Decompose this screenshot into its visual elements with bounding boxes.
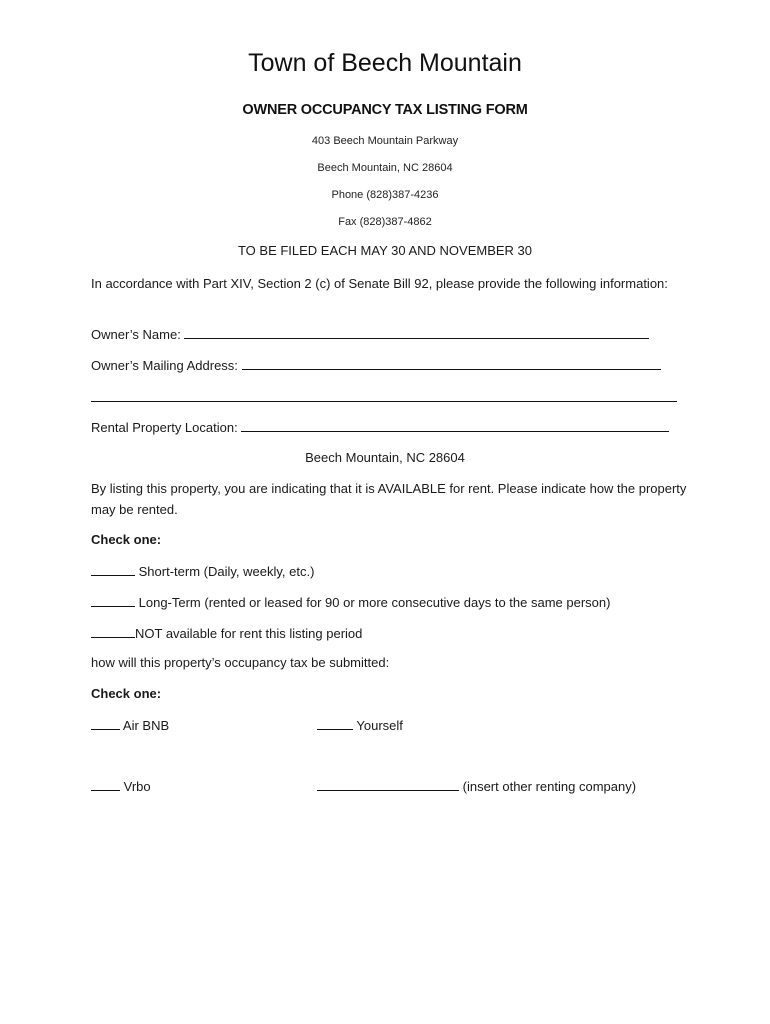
intro-paragraph: In accordance with Part XIV, Section 2 (c) of Senate Bill 92, please provide the following information: [91, 276, 668, 291]
airbnb-label: Air BNB [122, 718, 170, 733]
option-not-available [91, 625, 362, 641]
mailing-address-row [91, 357, 661, 373]
rental-location-city: Beech Mountain, NC 28604 [305, 450, 465, 465]
yourself-checkbox[interactable] [317, 717, 353, 730]
yourself-label: Yourself [356, 718, 403, 733]
mailing-address-field-line-2[interactable] [91, 389, 677, 402]
rental-location-row [91, 419, 669, 435]
availability-check-label: Check one: [91, 532, 162, 547]
airbnb-checkbox[interactable] [91, 717, 120, 730]
fax-number: Fax (828)387-4862 [338, 216, 432, 228]
owner-name-row [91, 326, 649, 342]
option-airbnb [91, 717, 169, 733]
vrbo-checkbox[interactable] [91, 778, 120, 791]
rental-location-field[interactable] [241, 419, 669, 432]
short-term-label: Short-term (Daily, weekly, etc.) [138, 564, 315, 579]
long-term-label: Long-Term (rented or leased for 90 or more consecutive days to the same person) [138, 595, 611, 610]
address-line-2: Beech Mountain, NC 28604 [317, 162, 453, 174]
option-long-term [91, 594, 610, 610]
other-company-field[interactable] [317, 778, 459, 791]
form-name: OWNER OCCUPANCY TAX LISTING FORM [242, 102, 528, 118]
page-title: Town of Beech Mountain [248, 49, 522, 77]
not-available-checkbox[interactable] [91, 625, 135, 638]
option-short-term [91, 563, 314, 579]
phone-number: Phone (828)387-4236 [331, 189, 439, 201]
short-term-checkbox[interactable] [91, 563, 135, 576]
rental-location-label: Rental Property Location: [91, 420, 238, 435]
address-line-1: 403 Beech Mountain Parkway [311, 135, 459, 147]
owner-name-field[interactable] [184, 326, 649, 339]
tax-check-label: Check one: [91, 686, 162, 701]
other-company-label: (insert other renting company) [462, 779, 637, 794]
option-other-company [317, 778, 636, 794]
mailing-address-label: Owner’s Mailing Address: [91, 358, 238, 373]
vrbo-label: Vrbo [123, 779, 151, 794]
long-term-checkbox[interactable] [91, 594, 135, 607]
mailing-address-field[interactable] [242, 357, 661, 370]
filing-deadline-note: TO BE FILED EACH MAY 30 AND NOVEMBER 30 [237, 243, 533, 258]
option-vrbo [91, 778, 151, 794]
availability-statement: By listing this property, you are indicating that it is AVAILABLE for rent. Please indicate how the property may be rented. [91, 481, 687, 517]
not-available-label: NOT available for rent this listing period [135, 626, 363, 641]
owner-name-label: Owner’s Name: [91, 327, 181, 342]
tax-submission-question: how will this property’s occupancy tax be submitted: [91, 655, 390, 670]
option-yourself [317, 717, 403, 733]
